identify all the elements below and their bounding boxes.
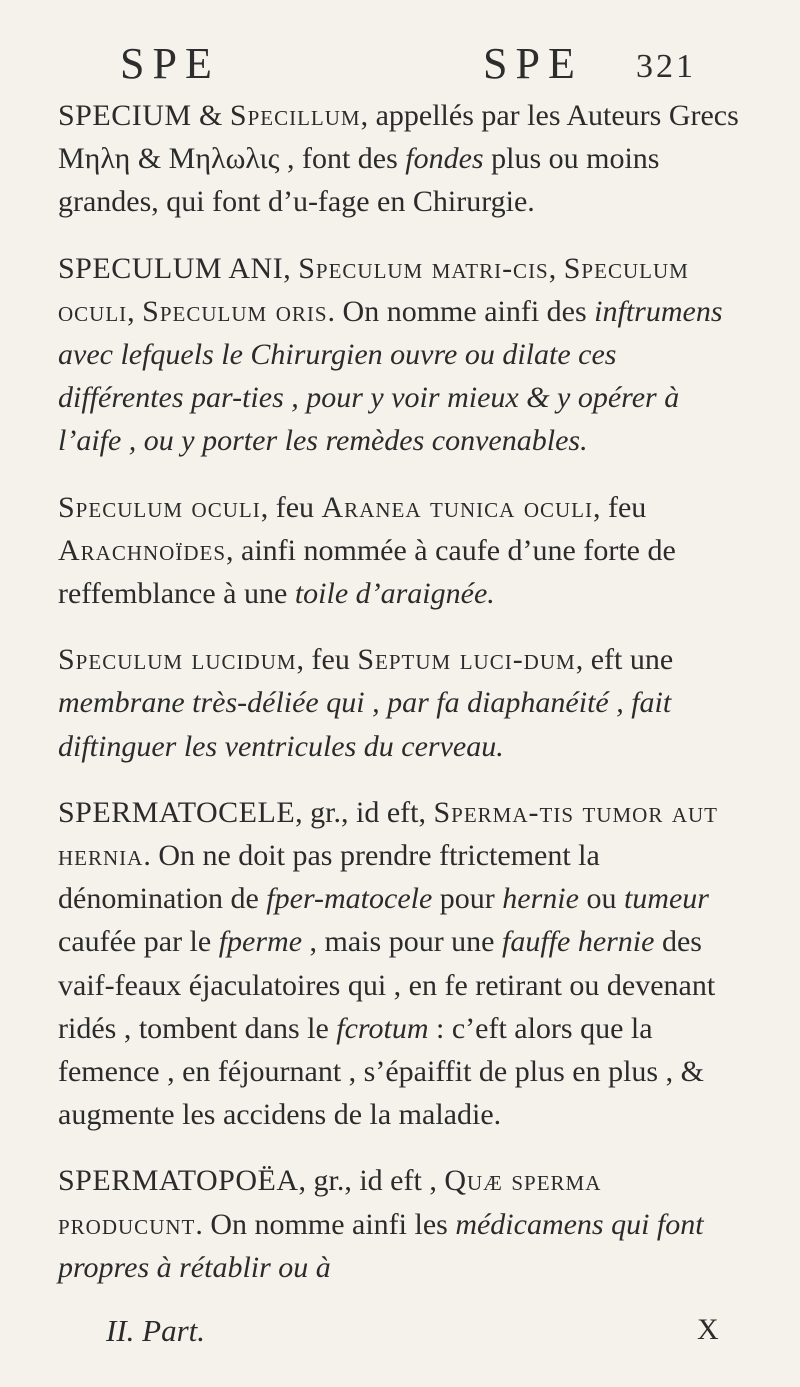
italic-text: toile d’araignée. bbox=[294, 577, 495, 611]
entry-speculum-oculi bbox=[58, 486, 744, 616]
small-caps-text: Speculum oris bbox=[142, 294, 328, 328]
italic-text: fondes bbox=[405, 142, 484, 176]
entry-headword: SPERMATOCELE bbox=[58, 795, 296, 829]
italic-text: tumeur bbox=[623, 882, 709, 916]
italic-text: fperme bbox=[218, 925, 303, 959]
entry-speculum-lucidum bbox=[58, 638, 744, 768]
italic-text: inftrumens avec lefquels le Chirurgien ouvre ou dilate ces différentes par-ties , pour y voir mieux & y opérer à l’aife , ou y porter les remèdes convenables. bbox=[58, 294, 723, 458]
italic-text: hernie bbox=[502, 882, 579, 916]
entry-speculum-ani bbox=[58, 247, 744, 463]
body-text: , mais pour une bbox=[302, 925, 502, 959]
body-text: , bbox=[127, 294, 143, 328]
small-caps-text: Arachnoïdes bbox=[58, 533, 227, 567]
small-caps-text: Speculum matri-cis bbox=[298, 251, 549, 285]
signature-mark: X bbox=[697, 1313, 719, 1346]
body-text: & bbox=[191, 99, 230, 132]
italic-text: médicamens qui font propres à rétablir ou à bbox=[58, 1207, 704, 1284]
entry-headword: SPERMATOPOËA bbox=[58, 1164, 299, 1198]
small-caps-text: Speculum oculi bbox=[58, 490, 261, 524]
small-caps-text: Specillum bbox=[229, 99, 361, 132]
body-text: , gr., id eft, bbox=[295, 795, 434, 829]
body-text: ou bbox=[578, 882, 624, 916]
body-text: , eft une bbox=[575, 643, 674, 677]
body-text: des vaif-feaux éjaculatoires qui , en fe retirant ou devenant ridés , tombent dans le bbox=[58, 925, 716, 1045]
body-text: . On nomme ainfi les bbox=[195, 1207, 456, 1241]
small-caps-text: Speculum oculi bbox=[58, 251, 689, 328]
body-text: , feu bbox=[296, 643, 358, 677]
entry-headword: SPECIUM bbox=[58, 99, 192, 132]
body-text: pour bbox=[432, 882, 503, 916]
body-text: , feu bbox=[260, 490, 322, 524]
body-text: , feu bbox=[593, 490, 647, 524]
small-caps-text: Septum luci-dum bbox=[357, 643, 576, 677]
body-text: : c’eft alors que la femence , en féjournant , s’épaiffit de plus en plus , & augmente les accidens de la maladie. bbox=[58, 1011, 704, 1132]
body-text: , bbox=[548, 251, 564, 285]
page-footer bbox=[0, 1313, 800, 1373]
body-text: . On ne doit pas prendre ftrictement la dénomination de bbox=[58, 839, 600, 916]
entry-spermatopoea bbox=[58, 1159, 744, 1289]
small-caps-text: Quæ sperma producunt bbox=[58, 1164, 602, 1241]
small-caps-text: Aranea tunica oculi bbox=[321, 490, 593, 524]
header-left-title: SPE bbox=[120, 39, 220, 88]
body-text: plus ou moins grandes, qui font d’u-fage en Chirurgie. bbox=[58, 142, 660, 219]
body-text: , gr., id eft , bbox=[298, 1164, 445, 1198]
entry-headword: SPECULUM ANI bbox=[58, 251, 284, 285]
body-text: , appellés par les Auteurs Grecs Mηλη & Mηλωλις , font des bbox=[58, 99, 739, 176]
italic-text: fper-matocele bbox=[266, 882, 433, 916]
small-caps-text: Speculum lucidum bbox=[58, 643, 297, 677]
small-caps-text: Sperma-tis tumor aut hernia bbox=[58, 795, 718, 873]
body-text: . On nomme ainfi des bbox=[327, 294, 595, 328]
body-text: caufée par le bbox=[58, 925, 219, 959]
entry-spermatocele bbox=[58, 791, 744, 1137]
page-number: 321 bbox=[636, 48, 696, 85]
body-text: , bbox=[283, 251, 299, 285]
body-text: , ainfi nommée à caufe d’une forte de reffemblance à une bbox=[58, 533, 676, 611]
italic-text: fcrotum bbox=[336, 1011, 429, 1045]
entry-specium bbox=[58, 94, 744, 224]
italic-text: membrane très-déliée qui , par fa diaphanéité , fait diftinguer les ventricules du cerveau. bbox=[58, 686, 672, 763]
dictionary-entries bbox=[58, 94, 744, 1289]
italic-text: fauffe hernie bbox=[502, 925, 655, 959]
part-label: II. Part. bbox=[106, 1313, 206, 1348]
header-right-title: SPE bbox=[483, 39, 583, 88]
